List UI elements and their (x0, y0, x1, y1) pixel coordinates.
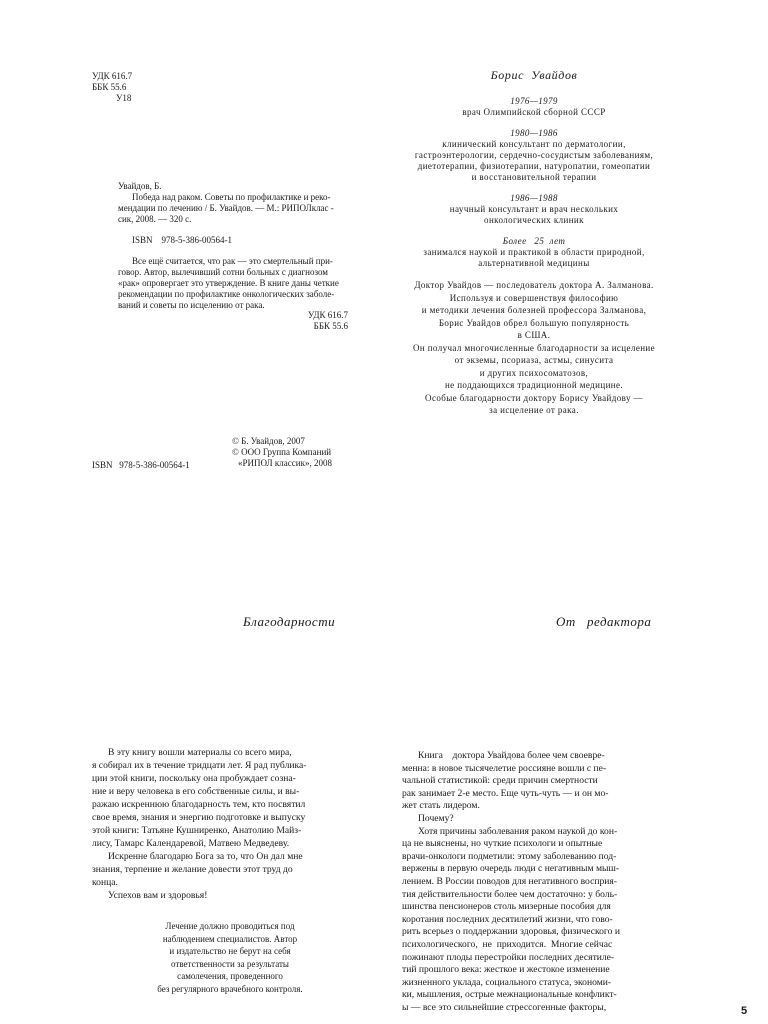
editor-line: Почему? (418, 812, 454, 824)
editor-line: рак занимает 2-е место. Еще чуть-чуть — и он мо- (402, 787, 609, 799)
copyright-block (232, 436, 332, 469)
editor-line: чальной статистикой: среди причин смертности (402, 775, 598, 787)
annotation-line: рекомендации по профилактике онкологических заболе- (118, 289, 335, 299)
author-name: Борис Увайдов (490, 68, 578, 82)
editor-line: Хотя причины заболевания раком наукой до кон- (418, 825, 618, 837)
disclaimer-line: самолечения, проведенного (177, 971, 283, 981)
disclaimer-line: без регулярного врачебного контроля. (157, 983, 303, 994)
biblio-line: мендации по лечению / Б. Увайдов. — М.: РИПОЛклас - (118, 203, 334, 213)
ack-line: ции этой книги, поскольку она пробуждает созна- (92, 773, 296, 784)
udk-bbk-repeat (268, 310, 348, 332)
biblio-line: Увайдов, Б. (118, 181, 162, 191)
editor-line: ы — все это сильнейшие стрессогенные факторы, (402, 1001, 607, 1013)
ack-line: я собирал их в течение тридцати лет. Я рад публика- (92, 760, 307, 771)
disclaimer-line: Лечение должно проводиться под (165, 921, 295, 931)
editor-line: психологического, не приходится. Многие сейчас (402, 938, 613, 950)
ack-line: ражаю искреннюю благодарность тем, кто посвятил (92, 799, 306, 810)
udk-code: УДК 616.7 (92, 71, 133, 81)
editor-line: тия действительности более чем достаточно: у боль- (402, 888, 618, 900)
copyright-publisher: «РИПОЛ классик», 2008 (238, 458, 332, 468)
page-number: 5 (741, 1005, 748, 1017)
copyright-company: © ООО Группа Компаний (232, 447, 332, 457)
editor-paragraph-1 (402, 750, 652, 813)
editor-line: жизненного уклада, социального статуса, экономи- (402, 976, 612, 988)
author-mark: У18 (116, 93, 132, 103)
bio-closing-line: и других психосоматозов, (479, 367, 589, 378)
editor-line: тий прошлого века: жесткое и жестокое изменение (402, 964, 610, 976)
annotation-line: «рак» опровергает это утверждение. В книге даны четкие (118, 278, 339, 288)
medical-disclaimer (120, 920, 340, 995)
bio-closing-line: от экземы, псориаза, астмы, синусита (454, 355, 614, 365)
bio-closing-line: Он получал многочисленные благодарности за исцеление (412, 342, 656, 353)
ack-paragraph-3 (92, 889, 354, 902)
bio-section-25-years (404, 236, 664, 269)
editor-paragraph-2 (402, 813, 652, 826)
bio-line: врач Олимпийской сборной СССР (462, 107, 606, 117)
editor-line: коротания последних десятилетий жизни, что гово- (402, 913, 613, 925)
editor-line: врачи-онкологи подметили: этому заболеванию под- (402, 850, 617, 862)
bibliographic-record (118, 181, 358, 225)
isbn-inner: ISBN 978-5-386-00564-1 (132, 235, 232, 245)
bbk-code-repeat: ББК 55.6 (313, 321, 348, 331)
bio-closing (404, 279, 664, 417)
bio-closing-line: Особые благодарности доктору Борису Увайдову — (425, 392, 643, 403)
biblio-line: сик, 2008. — 320 с. (118, 214, 192, 224)
ack-line: конца. (92, 877, 118, 888)
bio-section-1980 (404, 128, 664, 183)
editor-line: ки, мышления, острые межнациональные конфликт- (402, 989, 617, 1001)
ack-line: Успехов вам и здоровья! (108, 890, 208, 901)
editor-line: вержены в первую очередь люди с негативным мыш- (402, 863, 620, 875)
bio-line: диетотерапии, физиотерапии, натуропатии, гомеопатии (417, 161, 651, 171)
annotation-line: Все ещё считается, что рак — это смертельный при- (132, 256, 333, 266)
acknowledgements-text (92, 746, 354, 902)
editor-paragraph-3 (402, 826, 652, 1015)
editor-line: лением. В России поводов для негативного восприя- (402, 875, 618, 887)
bbk-code: ББК 55.6 (92, 82, 127, 92)
ack-line: В эту книгу вошли материалы со всего мира, (108, 747, 292, 758)
bio-closing-line: не поддающихся традиционной медицине. (444, 380, 624, 390)
bio-section-1976 (404, 96, 664, 118)
ack-line: ние и веру человека в его собственные силы, и вы- (92, 786, 300, 797)
editor-line: ца не выяснены, но чуткие психологи и опытные (402, 838, 603, 850)
copyright-author: © Б. Увайдов, 2007 (232, 436, 305, 446)
bio-years: 1986—1988 (510, 193, 558, 203)
ack-line: знания, терпение и желание довести этот труд до (92, 864, 293, 875)
bio-closing-line: Борис Увайдов обрел большую популярность (438, 317, 630, 328)
ack-paragraph-1 (92, 746, 354, 850)
udk-code-repeat: УДК 616.7 (307, 310, 348, 320)
editor-line: пожинают плоды перестройки последних десятиле- (402, 951, 615, 963)
editor-line: шинства пенсионеров столь мизерные пособия для (402, 901, 611, 913)
ack-line: Искренне благодарю Бога за то, что Он дал мне (108, 851, 303, 862)
bio-years: 1976—1979 (510, 96, 558, 106)
annotation (118, 256, 358, 311)
biblio-line: Победа над раком. Советы по профилактике и реко- (132, 192, 331, 202)
ack-paragraph-2 (92, 850, 354, 889)
bio-closing-line: Используя и совершенствуя философию (449, 292, 619, 303)
bio-closing-line: за исцеление от рака. (489, 405, 579, 415)
annotation-line: ваний и советы по исцелению от рака. (118, 300, 265, 310)
editor-text (402, 750, 652, 1014)
bio-line: онкологических клиник (484, 215, 584, 225)
bio-line: клинический консультант по дерматологии, (442, 139, 626, 149)
bio-closing-line: в США. (517, 330, 551, 340)
editor-heading: От редактора (556, 614, 652, 629)
disclaimer-line: и издательство не берут на себя (169, 946, 291, 956)
bio-line: альтернативной медицины (478, 258, 590, 268)
editor-line: Книга доктора Увайдова более чем своевре- (418, 750, 605, 761)
bio-years: Более 25 лет (502, 236, 566, 246)
bio-section-1986 (404, 193, 664, 226)
editor-line: рить всерьез о поддержании здоровья, физического и (402, 926, 620, 938)
author-bio (404, 96, 664, 417)
disclaimer-line: наблюдением специалистов. Автор (162, 933, 298, 944)
annotation-line: говор. Автор, вылечивший сотни больных с диагнозом (118, 267, 328, 277)
editor-line: менна: в новое тысячелетие россияне вошли с пе- (402, 762, 607, 774)
bio-closing-line: Доктор Увайдов — последователь доктора А. Залманова. (414, 280, 654, 290)
acknowledgements-heading: Благодарности (243, 614, 336, 629)
isbn-bottom: ISBN 978-5-386-00564-1 (92, 460, 190, 470)
ack-line: лису, Тамарс Календаревой, Матвею Медведеву. (92, 838, 290, 849)
bio-line: научный консультант и врач нескольких (449, 204, 619, 214)
bio-line: гастроэнтерологии, сердечно-сосудистым заболеваниям, (414, 150, 654, 160)
ack-line: этой книги: Татьяне Кушниренко, Анатолию Майз- (92, 825, 302, 836)
disclaimer-line: ответственности за результаты (171, 958, 289, 969)
editor-line: жет стать лидером. (402, 800, 480, 812)
udk-bbk-block (92, 71, 132, 104)
bio-closing-line: и методики лечения болезней профессора Залманова, (421, 305, 647, 315)
bio-years: 1980—1986 (510, 128, 558, 138)
ack-line: свое время, знания и энергию подготовке и выпуску (92, 812, 306, 823)
bio-line: и восстановительной терапии (471, 172, 597, 182)
bio-line: занимался наукой и практикой в области природной, (423, 247, 645, 257)
